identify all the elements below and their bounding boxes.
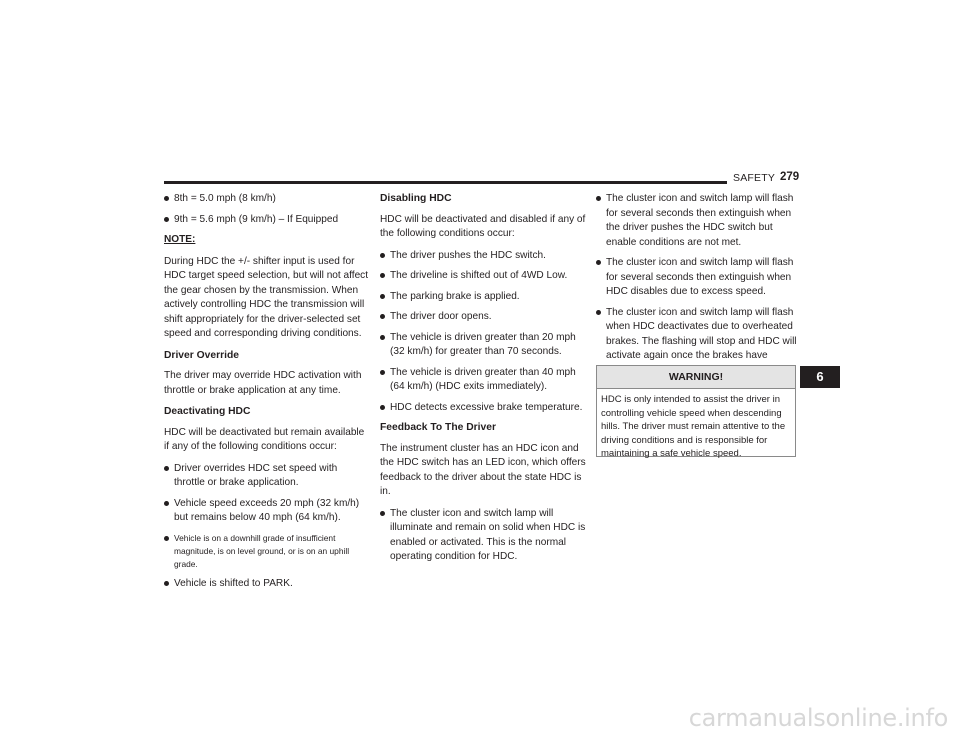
bullet-icon	[380, 335, 385, 340]
bullet-icon	[164, 536, 169, 541]
column-3	[596, 192, 798, 384]
list-item: 8th = 5.0 mph (8 km/h)	[164, 192, 370, 207]
disabling-hdc-heading: Disabling HDC	[380, 193, 452, 204]
bullet-icon	[164, 466, 169, 471]
list-item: The driver door opens.	[380, 310, 586, 325]
list-item: The cluster icon and switch lamp will flash for several seconds then extinguish when HDC disables due to excess speed.	[596, 256, 798, 300]
bullet-icon	[380, 294, 385, 299]
bullet-icon	[164, 217, 169, 222]
list-item: 9th = 5.6 mph (9 km/h) – If Equipped	[164, 213, 370, 228]
deactivating-hdc-heading: Deactivating HDC	[164, 406, 251, 417]
warning-body: HDC is only intended to assist the driver in controlling vehicle speed when descending hills. The driver must remain attentive to the driving conditions and is responsible for maintaining a safe vehicle speed.	[601, 394, 786, 459]
list-item: HDC detects excessive brake temperature.	[380, 401, 586, 416]
bullet-icon	[380, 273, 385, 278]
bullet-icon	[164, 196, 169, 201]
warning-title: WARNING!	[597, 366, 795, 389]
gear-speed-list	[164, 192, 370, 227]
list-item: Vehicle speed exceeds 20 mph (32 km/h) but remains below 40 mph (64 km/h).	[164, 497, 370, 526]
deactivating-hdc-text: HDC will be deactivated but remain available if any of the following conditions occur:	[164, 426, 365, 452]
list-item: The vehicle is driven greater than 20 mph (32 km/h) for greater than 70 seconds.	[380, 331, 586, 360]
list-item: The driveline is shifted out of 4WD Low.	[380, 269, 586, 284]
note-label: NOTE:	[164, 234, 196, 245]
bullet-icon	[596, 310, 601, 315]
driver-override-text: The driver may override HDC activation with throttle or brake application at any time.	[164, 370, 362, 396]
chapter-tab: 6	[800, 366, 840, 388]
warning-box	[596, 365, 796, 457]
list-item: Vehicle is on a downhill grade of insufficient magnitude, is on level ground, or is on an uphill grade.	[164, 532, 370, 571]
bullet-icon	[380, 314, 385, 319]
column-2	[380, 192, 586, 571]
bullet-icon	[380, 405, 385, 410]
column-1	[164, 192, 370, 597]
list-item: The driver pushes the HDC switch.	[380, 249, 586, 264]
deactivating-conditions-list	[164, 462, 370, 592]
list-item: The cluster icon and switch lamp will illuminate and remain on solid when HDC is enabled or activated. This is the normal operating condition for HDC.	[380, 507, 586, 565]
bullet-icon	[164, 501, 169, 506]
page-number: 279	[780, 171, 800, 183]
section-title: SAFETY	[733, 172, 776, 184]
bullet-icon	[596, 260, 601, 265]
header-rule	[164, 181, 727, 184]
bullet-icon	[596, 196, 601, 201]
feedback-text: The instrument cluster has an HDC icon and the HDC switch has an LED icon, which offers feedback to the driver about the state HDC is in.	[380, 442, 586, 497]
disabling-hdc-text: HDC will be deactivated and disabled if any of the following conditions occur:	[380, 213, 586, 239]
bullet-icon	[380, 253, 385, 258]
disabling-conditions-list	[380, 249, 586, 416]
list-item: The cluster icon and switch lamp will flash when HDC deactivates due to overheated brakes. The flashing will stop and HDC will activate again once the brakes have	[596, 306, 798, 379]
feedback-heading: Feedback To The Driver	[380, 422, 496, 433]
driver-override-heading: Driver Override	[164, 349, 239, 361]
feedback-list-continued	[596, 192, 798, 378]
list-item: Vehicle is shifted to PARK.	[164, 577, 370, 592]
note-text: During HDC the +/- shifter input is used for HDC target speed selection, but will not affect the gear chosen by the transmission. When actively controlling HDC the transmission will shift appropriately for the driver-selected set speed and corresponding driving conditions.	[164, 255, 369, 339]
list-item: The vehicle is driven greater than 40 mph (64 km/h) (HDC exits immediately).	[380, 366, 586, 395]
list-item: Driver overrides HDC set speed with throttle or brake application.	[164, 462, 370, 491]
feedback-list	[380, 507, 586, 565]
list-item: The parking brake is applied.	[380, 290, 586, 305]
watermark: carmanualsonline.info	[688, 704, 948, 732]
bullet-icon	[164, 581, 169, 586]
list-item: The cluster icon and switch lamp will flash for several seconds then extinguish when the driver pushes the HDC switch but enable conditions are not met.	[596, 192, 798, 250]
bullet-icon	[380, 370, 385, 375]
bullet-icon	[380, 511, 385, 516]
